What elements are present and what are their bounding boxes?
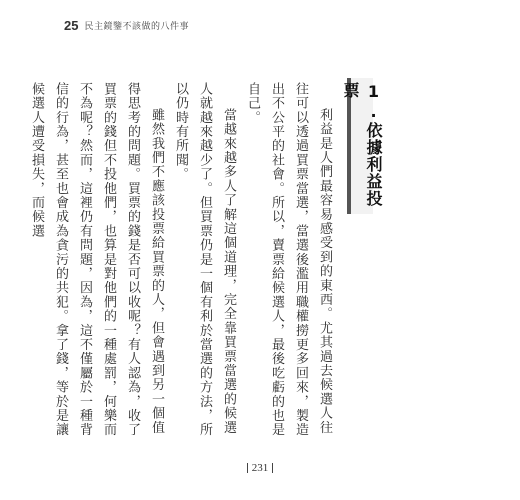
running-header-title: 民主鏡鑒不該做的八件事	[84, 21, 189, 32]
paragraph: 利益是人們最容易感受到的東西。尤其過去候選人往往可以透過買票當選，當選後濫用職權撈更多回來，製造出不公平的社會。所以，賣票給候選人，最後吃虧的也是自己。	[245, 82, 332, 437]
chapter-number: 25	[64, 17, 79, 33]
section-heading-box	[341, 78, 383, 214]
body-text	[29, 82, 336, 447]
paragraph: 當越來越多人了解這個道理，完全靠買票當選的候選人就越來越少了。但買票仍是一個有利於當選的方法，所以仍時有所聞。	[173, 82, 236, 437]
page-number-divider-right	[272, 463, 273, 473]
page-number: 231	[251, 462, 269, 474]
page-number-divider-left	[247, 463, 248, 473]
paragraph: 雖然我們不應該投票給買票的人，但會遇到另一個值得思考的問題。買票的錢是否可以收呢？有人認為，收了買票的錢但不投他們，也算是對他們的一種處罰，何樂而不為呢？然而，這裡仍有問題，因為，這不僅屬於一種背信的行為，甚至也會成為貪污的共犯。拿了錢，等於是讓候選人遭受損失，而候選	[29, 82, 164, 437]
page-footer	[0, 462, 520, 474]
running-header	[64, 14, 189, 36]
section-heading: 1.依據利益投票	[341, 82, 383, 207]
